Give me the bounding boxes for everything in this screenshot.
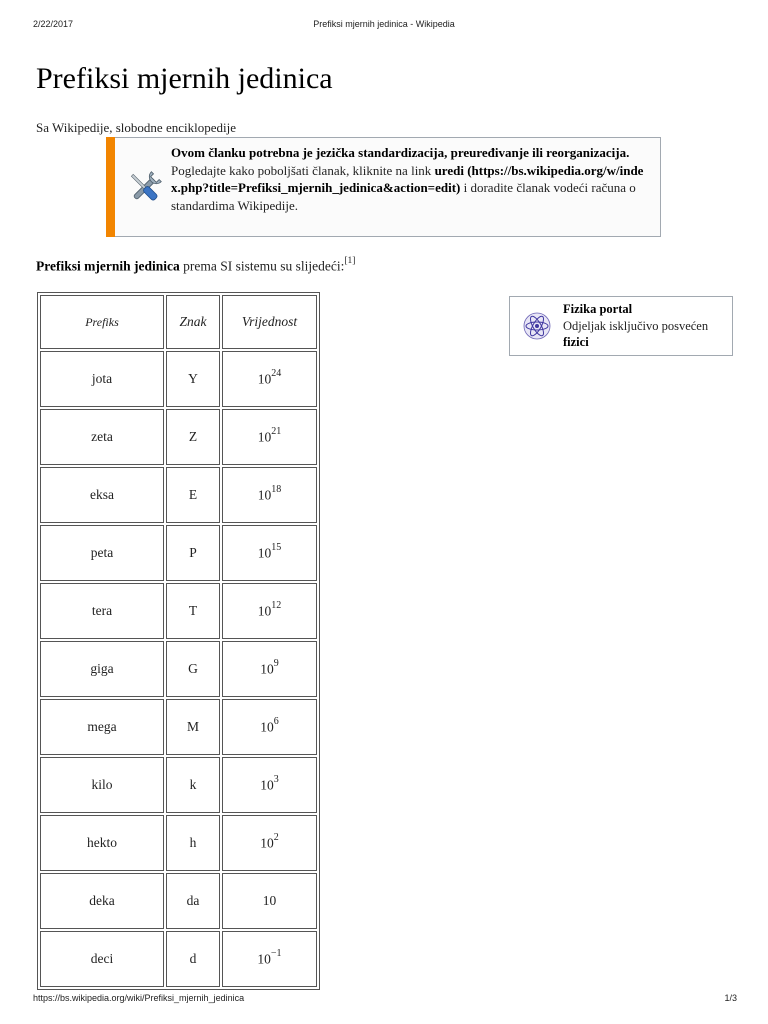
portal-link[interactable]: fizici (563, 335, 589, 349)
prefix-cell: eksa (40, 467, 164, 523)
value-exponent: 24 (271, 368, 282, 380)
symbol-cell: Y (166, 351, 220, 407)
symbol-cell: k (166, 757, 220, 813)
cleanup-notice (106, 137, 661, 237)
value-cell (222, 873, 317, 929)
value-exponent: 3 (273, 774, 279, 786)
value-cell (222, 757, 317, 813)
value-cell (222, 815, 317, 871)
prefix-cell: mega (40, 699, 164, 755)
prefix-cell: kilo (40, 757, 164, 813)
symbol-cell: da (166, 873, 220, 929)
value-exponent: 18 (271, 484, 282, 496)
notice-body-before: Pogledajte kako poboljšati članak, kliknite na link (171, 162, 435, 178)
symbol-cell: T (166, 583, 220, 639)
value-base: 10 (257, 951, 271, 967)
value-cell (222, 409, 317, 465)
value-cell (222, 931, 317, 987)
value-base: 10 (257, 487, 272, 503)
table-row (40, 409, 317, 465)
print-page-number: 1/3 (724, 993, 737, 1003)
page-subtitle: Sa Wikipedije, slobodne enciklopedije (36, 120, 236, 135)
table-row (40, 931, 317, 987)
prefix-cell: deci (40, 931, 164, 987)
value-cell (222, 641, 317, 697)
portal-description: Odjeljak isključivo posvećen (563, 318, 709, 333)
value-cell (222, 525, 317, 581)
value-exponent: 9 (273, 658, 279, 670)
prefix-cell: jota (40, 351, 164, 407)
header-value: Vrijednost (222, 295, 317, 349)
value-base: 10 (257, 429, 272, 445)
table-header-row (40, 295, 317, 349)
portal-text (563, 301, 733, 351)
table-row (40, 873, 317, 929)
print-doc-title: Prefiksi mjernih jedinica - Wikipedia (313, 19, 455, 29)
page-title: Prefiksi mjernih jedinica (36, 62, 333, 95)
value-base: 10 (260, 661, 274, 677)
prefix-table (37, 292, 320, 990)
table-row (40, 583, 317, 639)
value-cell (222, 583, 317, 639)
intro-bold: Prefiksi mjernih jedinica (36, 258, 180, 274)
notice-body-after: i doradite članak vodeći računa o standardima Wikipedije. (171, 180, 636, 213)
value-cell (222, 351, 317, 407)
symbol-cell: M (166, 699, 220, 755)
prefix-cell: peta (40, 525, 164, 581)
intro-text: prema SI sistemu su slijedeći: (179, 258, 345, 274)
value-base: 10 (262, 893, 277, 908)
print-header (0, 19, 768, 31)
print-date: 2/22/2017 (33, 19, 74, 29)
physics-portal-box (509, 296, 733, 356)
notice-edit-link[interactable]: uredi (https://bs.wikipedia.org/w/index.php?title=Prefiksi_mjernih_jedinica&action=edit) (171, 162, 644, 195)
notice-heading: Ovom članku potrebna je jezička standardizacija, preuređivanje ili reorganizacija. (171, 145, 630, 160)
symbol-cell: P (166, 525, 220, 581)
value-exponent: 6 (273, 716, 279, 728)
symbol-cell: Z (166, 409, 220, 465)
value-exponent: 12 (271, 600, 282, 612)
table-row (40, 351, 317, 407)
prefix-cell: tera (40, 583, 164, 639)
print-url: https://bs.wikipedia.org/wiki/Prefiksi_mjernih_jedinica (33, 993, 245, 1003)
print-footer (0, 993, 768, 1005)
symbol-cell: d (166, 931, 220, 987)
value-base: 10 (260, 777, 274, 793)
notice-text (171, 144, 651, 214)
intro-paragraph (36, 258, 355, 275)
value-exponent: −1 (270, 948, 282, 960)
value-base: 10 (257, 545, 272, 561)
header-prefix: Prefiks (40, 295, 164, 349)
value-exponent: 2 (273, 832, 279, 844)
value-base: 10 (257, 371, 272, 387)
value-cell (222, 467, 317, 523)
prefix-cell: giga (40, 641, 164, 697)
prefix-cell: hekto (40, 815, 164, 871)
value-exponent: 15 (271, 542, 282, 554)
reference-link[interactable]: [1] (344, 256, 356, 266)
symbol-cell: E (166, 467, 220, 523)
atom-icon (523, 312, 551, 340)
prefix-cell: zeta (40, 409, 164, 465)
value-base: 10 (260, 719, 274, 735)
prefix-cell: deka (40, 873, 164, 929)
table-row (40, 815, 317, 871)
table-row (40, 699, 317, 755)
value-exponent: 21 (271, 426, 282, 438)
notice-accent-bar (106, 137, 115, 237)
table-row (40, 467, 317, 523)
table-row (40, 757, 317, 813)
value-base: 10 (260, 835, 274, 851)
table-row (40, 641, 317, 697)
table-row (40, 525, 317, 581)
tools-icon (125, 168, 165, 208)
symbol-cell: G (166, 641, 220, 697)
portal-title[interactable]: Fizika portal (563, 302, 633, 316)
value-cell (222, 699, 317, 755)
header-symbol: Znak (166, 295, 220, 349)
value-base: 10 (257, 603, 272, 619)
symbol-cell: h (166, 815, 220, 871)
